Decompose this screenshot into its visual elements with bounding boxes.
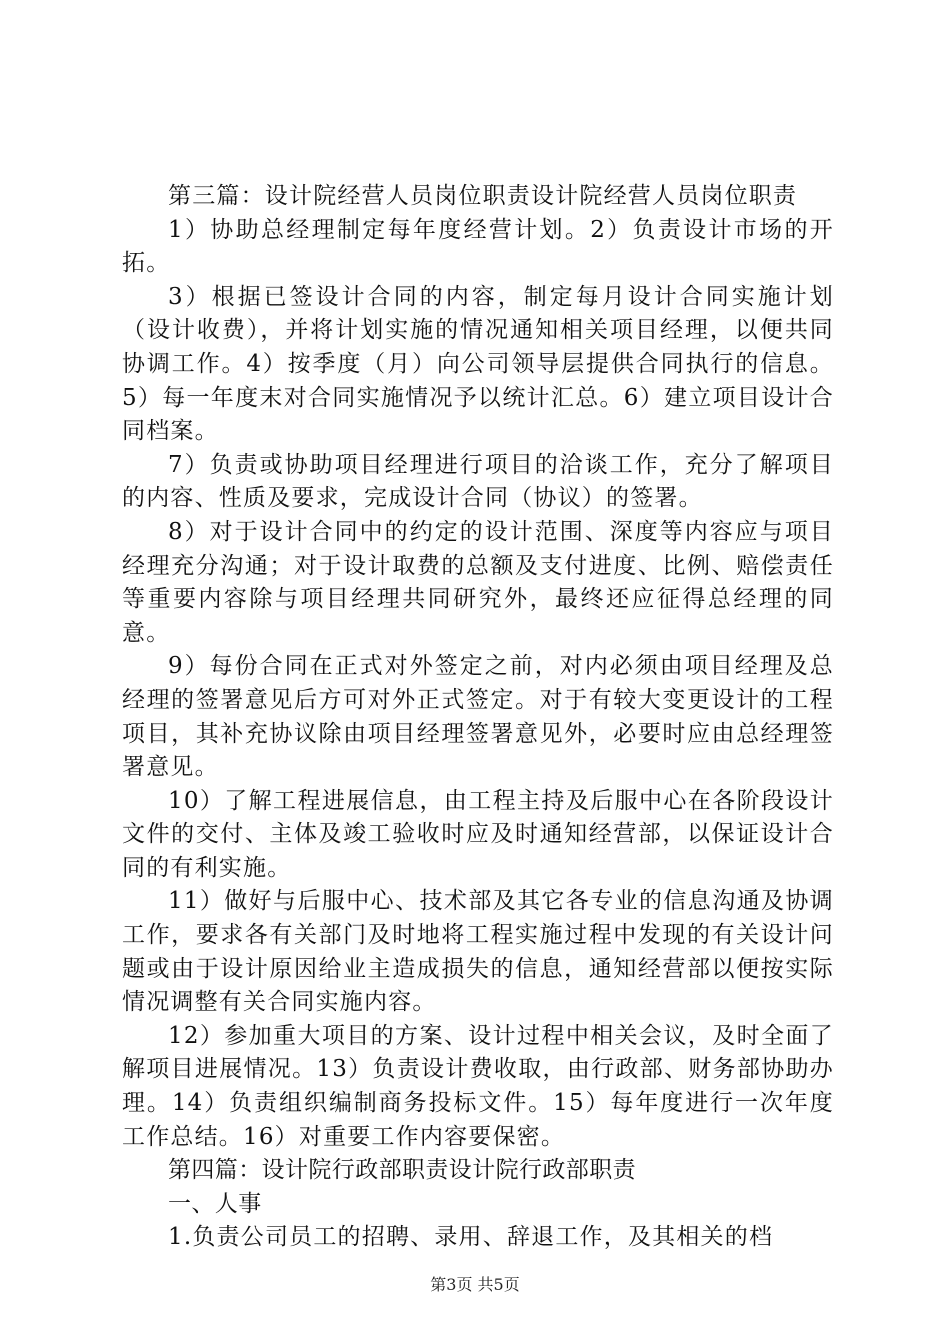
duty-paragraph-8: 8）对于设计合同中的约定的设计范围、深度等内容应与项目经理充分沟通；对于设计取费的总额及支付进度、比例、赔偿责任等重要内容除与项目经理共同研究外，最终还应征得总经理的同意。	[122, 518, 834, 646]
duty-paragraph-7: 7）负责或协助项目经理进行项目的洽谈工作，充分了解项目的内容、性质及要求，完成设计合同（协议）的签署。	[122, 451, 834, 512]
duty-paragraph-3-6: 3）根据已签设计合同的内容，制定每月设计合同实施计划（设计收费），并将计划实施的情况通知相关项目经理，以便共同协调工作。4）按季度（月）向公司领导层提供合同执行的信息。5）每一年度末对合同实施情况予以统计汇总。6）建立项目设计合同档案。	[122, 283, 834, 445]
page-footer: 第3页 共5页	[430, 1275, 520, 1294]
duty-paragraph-9: 9）每份合同在正式对外签定之前，对内必须由项目经理及总经理的签署意见后方可对外正式签定。对于有较大变更设计的工程项目，其补充协议除由项目经理签署意见外，必要时应由总经理签署意见。	[122, 653, 834, 781]
section-personnel-heading: 一、人事	[168, 1190, 262, 1217]
document-body	[122, 180, 834, 1255]
chapter-three-heading: 第三篇：设计院经营人员岗位职责设计院经营人员岗位职责	[168, 183, 798, 209]
chapter-four-heading: 第四篇：设计院行政部职责设计院行政部职责	[168, 1157, 636, 1184]
duty-paragraph-11: 11）做好与后服中心、技术部及其它各专业的信息沟通及协调工作，要求各有关部门及时地将工程实施过程中发现的有关设计问题或由于设计原因给业主造成损失的信息，通知经营部以便按实际情况调整有关合同实施内容。	[122, 888, 834, 1016]
duty-paragraph-10: 10）了解工程进展信息，由工程主持及后服中心在各阶段设计文件的交付、主体及竣工验收时应及时通知经营部，以保证设计合同的有利实施。	[122, 787, 834, 881]
duty-paragraph-1-2: 1）协助总经理制定每年度经营计划。2）负责设计市场的开拓。	[122, 216, 834, 277]
duty-paragraph-12-16: 12）参加重大项目的方案、设计过程中相关会议，及时全面了解项目进展情况。13）负责设计费收取，由行政部、财务部协助办理。14）负责组织编制商务投标文件。15）每年度进行一次年度工作总结。16）对重要工作内容要保密。	[122, 1022, 834, 1150]
personnel-item-1: 1.负责公司员工的招聘、录用、辞退工作，及其相关的档	[168, 1224, 774, 1251]
